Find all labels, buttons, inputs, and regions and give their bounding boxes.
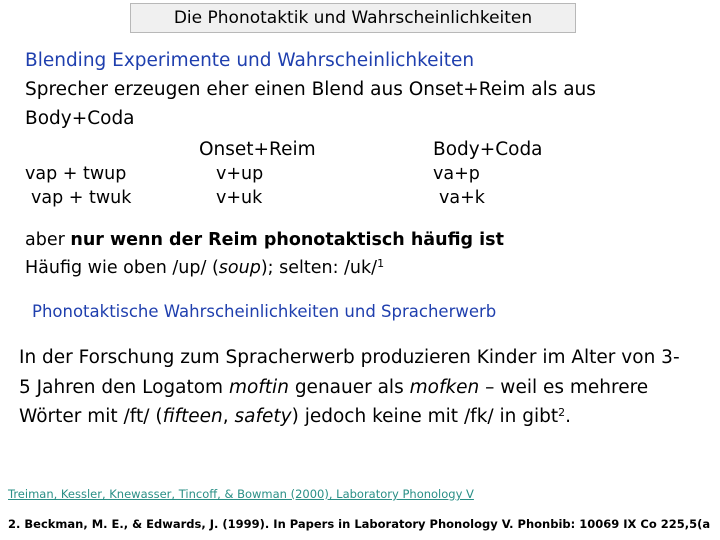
example-onset-reim: v+uk	[216, 188, 263, 208]
acquisition-text: genauer als	[288, 377, 410, 398]
frequency-example-word: soup	[218, 258, 261, 278]
acquisition-text-line2	[19, 377, 648, 398]
column-header-body-coda: Body+Coda	[433, 139, 543, 160]
reference-2: 2. Beckman, M. E., & Edwards, J. (1999). In Papers in Laboratory Phonology V. Phonbib: 10069 IX Co 225,5(a	[8, 517, 711, 531]
acquisition-text-line1: In der Forschung zum Spracherwerb produzieren Kinder im Alter von 3-	[19, 347, 680, 368]
example-word: safety	[234, 406, 292, 427]
reference-link-1[interactable]: Treiman, Kessler, Knewasser, Tincoff, & Bowman (2000), Laboratory Phonology V	[8, 487, 474, 501]
acquisition-text: Wörter mit /ft/ (	[19, 406, 163, 427]
example-body-coda: va+k	[439, 188, 485, 208]
column-header-onset-reim: Onset+Reim	[199, 139, 316, 160]
footnote-mark-2: 2	[558, 406, 566, 419]
logatom-word: moftin	[228, 377, 289, 398]
example-body-coda: va+p	[433, 164, 480, 184]
example-input: vap + twup	[25, 164, 127, 184]
footnote-mark-1: 1	[377, 257, 385, 270]
example-onset-reim: v+up	[216, 164, 264, 184]
frequency-example-line	[25, 258, 384, 278]
acquisition-text: ) jedoch keine mit /fk/ in gibt	[291, 406, 559, 427]
section-heading-blending: Blending Experimente und Wahrscheinlichkeiten	[25, 50, 475, 71]
condition-bold-text: nur wenn der Reim phonotaktisch häufig ist	[70, 230, 504, 250]
acquisition-text: – weil es mehrere	[479, 377, 649, 398]
acquisition-text: .	[565, 406, 572, 427]
frequency-text: Häufig wie oben /up/ (	[25, 258, 219, 278]
section-heading-acquisition: Phonotaktische Wahrscheinlichkeiten und Spracherwerb	[32, 302, 497, 321]
blending-text-line2: Body+Coda	[25, 108, 135, 129]
example-input: vap + twuk	[31, 188, 132, 208]
example-word: fifteen	[162, 406, 223, 427]
condition-prefix: aber	[25, 230, 71, 250]
slide-title: Die Phonotaktik und Wahrscheinlichkeiten	[130, 3, 576, 33]
acquisition-text: ,	[222, 406, 235, 427]
acquisition-text: 5 Jahren den Logatom	[19, 377, 229, 398]
logatom-word: mofken	[409, 377, 480, 398]
blending-text-line1: Sprecher erzeugen eher einen Blend aus Onset+Reim als aus	[25, 79, 596, 100]
condition-line	[25, 230, 504, 250]
frequency-text-rest: ); selten: /uk/	[260, 258, 378, 278]
acquisition-text-line3	[19, 406, 571, 427]
